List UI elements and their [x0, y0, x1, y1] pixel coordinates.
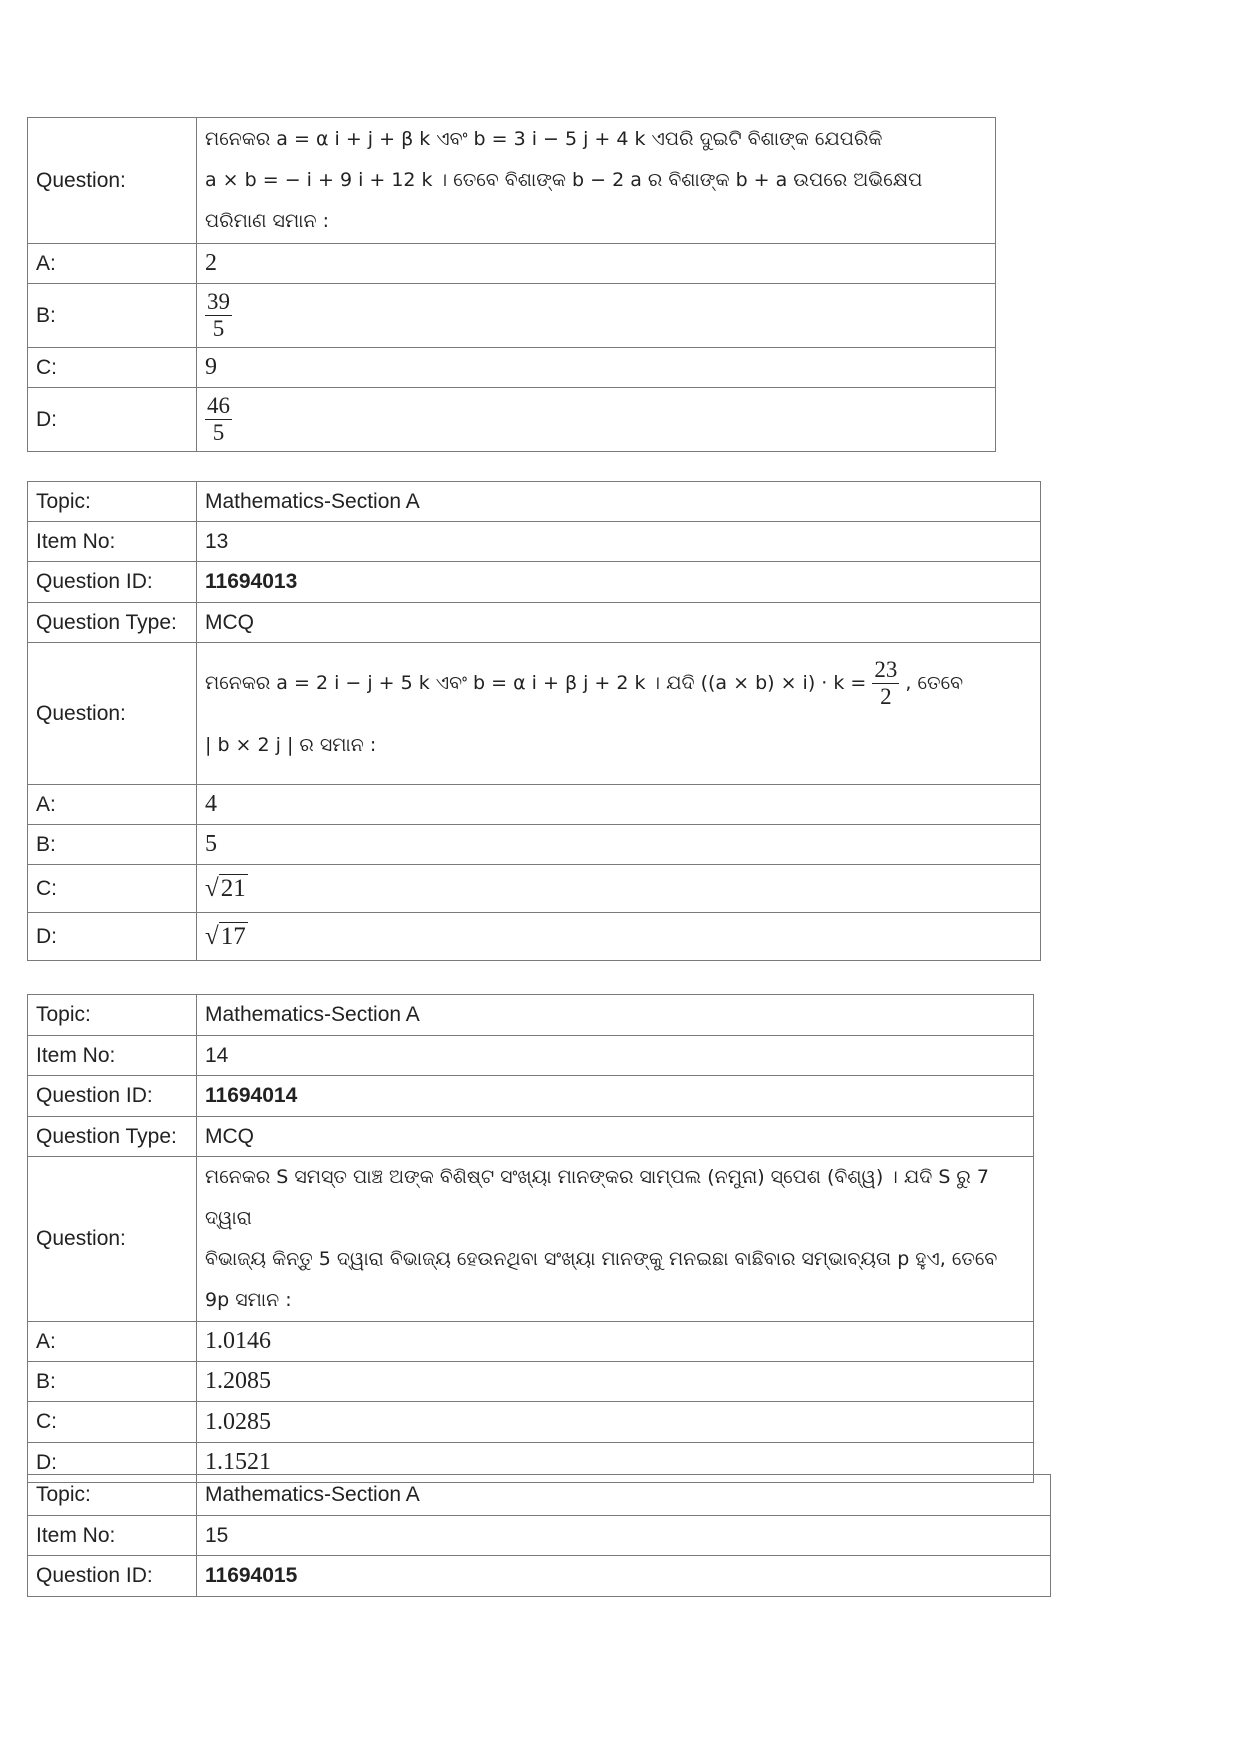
question-id-label: Question ID:	[28, 562, 197, 603]
item-no-value: 15	[197, 1516, 1051, 1556]
fraction: $\frac{23}{2}$	[874, 656, 898, 709]
option-b-value	[197, 284, 996, 348]
option-c-label: C:	[28, 348, 197, 388]
option-c-label: C:	[28, 865, 197, 913]
item-no-value: 14	[197, 1036, 1034, 1076]
option-b-value: 5	[197, 825, 1041, 865]
option-d-label: D:	[28, 388, 197, 452]
option-a-value: 1.0146	[197, 1322, 1034, 1362]
option-b-value: 1.2085	[197, 1362, 1034, 1402]
question-type-label: Question Type:	[28, 1117, 197, 1157]
item-no-label: Item No:	[28, 1516, 197, 1556]
question-14-table	[27, 994, 1034, 1483]
question-text: ମନେକର a = α i + j + β k ଏବଂ b = 3 i − 5 j + 4 k ଏପରି ଦୁଇଟି ବିଶାଙ୍କ ଯେପରିକି a × b = − i + 9 i + 12 k । ତେବେ ବିଶାଙ୍କ b − 2 a ର ବିଶାଙ୍କ b + a ଉପରେ ଅଭିକ୍ଷେପ ପରିମାଣ ସମାନ :	[197, 118, 996, 244]
question-12-table	[27, 117, 996, 452]
question-text: ମନେକର S ସମସ୍ତ ପାଞ୍ଚ ଅଙ୍କ ବିଶିଷ୍ଟ ସଂଖ୍ୟା ମାନଙ୍କର ସାମ୍ପଲ (ନମୁନା) ସ୍ପେଶ (ବିଶ୍ୱ) । ଯଦି S ରୁ 7 ଦ୍ୱାରା ବିଭାଜ୍ୟ କିନ୍ତୁ 5 ଦ୍ୱାରା ବିଭାଜ୍ୟ ହେଉନଥିବା ସଂଖ୍ୟା ମାନଙ୍କୁ ମନଇଛା ବାଛିବାର ସମ୍ଭାବ୍ୟତା p ହୁଏ, ତେବେ 9p ସମାନ :	[197, 1157, 1034, 1322]
question-type-value: MCQ	[197, 603, 1041, 643]
option-c-value: 9	[197, 348, 996, 388]
option-c-value: 1.0285	[197, 1402, 1034, 1443]
option-b-label: B:	[28, 1362, 197, 1402]
topic-label: Topic:	[28, 1475, 197, 1516]
topic-label: Topic:	[28, 482, 197, 522]
item-no-label: Item No:	[28, 1036, 197, 1076]
question-type-value: MCQ	[197, 1117, 1034, 1157]
option-c-value	[197, 865, 1041, 913]
option-d-value	[197, 388, 996, 452]
square-root: √17	[205, 922, 246, 950]
option-a-value: 2	[197, 244, 996, 284]
question-type-label: Question Type:	[28, 603, 197, 643]
option-a-label: A:	[28, 1322, 197, 1362]
question-13-table	[27, 481, 1041, 961]
question-label: Question:	[28, 1157, 197, 1322]
topic-value: Mathematics-Section A	[197, 995, 1034, 1036]
fraction: $\frac{46}{5}$	[207, 393, 230, 445]
item-no-value: 13	[197, 522, 1041, 562]
question-15-table	[27, 1474, 1051, 1597]
question-text: ମନେକର a = 2 i − j + 5 k ଏବଂ b = α i + β j + 2 k । ଯଦି ((a × b) × i) · k = $\frac{23}{2}$ , ତେବେ | b × 2 j | ର ସମାନ :	[197, 643, 1041, 785]
option-b-label: B:	[28, 284, 197, 348]
question-id-value: 11694013	[197, 562, 1041, 603]
option-a-value: 4	[197, 785, 1041, 825]
topic-value: Mathematics-Section A	[197, 1475, 1051, 1516]
question-id-value: 11694015	[197, 1556, 1051, 1597]
option-d-value: 1.1521	[197, 1443, 1034, 1483]
item-no-label: Item No:	[28, 522, 197, 562]
topic-label: Topic:	[28, 995, 197, 1036]
option-d-label: D:	[28, 1443, 197, 1483]
question-label: Question:	[28, 118, 197, 244]
option-d-value	[197, 913, 1041, 961]
topic-value: Mathematics-Section A	[197, 482, 1041, 522]
question-id-value: 11694014	[197, 1076, 1034, 1117]
question-label: Question:	[28, 643, 197, 785]
fraction: $\frac{39}{5}$	[207, 289, 230, 341]
option-d-label: D:	[28, 913, 197, 961]
question-id-label: Question ID:	[28, 1076, 197, 1117]
option-c-label: C:	[28, 1402, 197, 1443]
question-id-label: Question ID:	[28, 1556, 197, 1597]
option-b-label: B:	[28, 825, 197, 865]
square-root: √21	[205, 874, 246, 902]
option-a-label: A:	[28, 244, 197, 284]
option-a-label: A:	[28, 785, 197, 825]
